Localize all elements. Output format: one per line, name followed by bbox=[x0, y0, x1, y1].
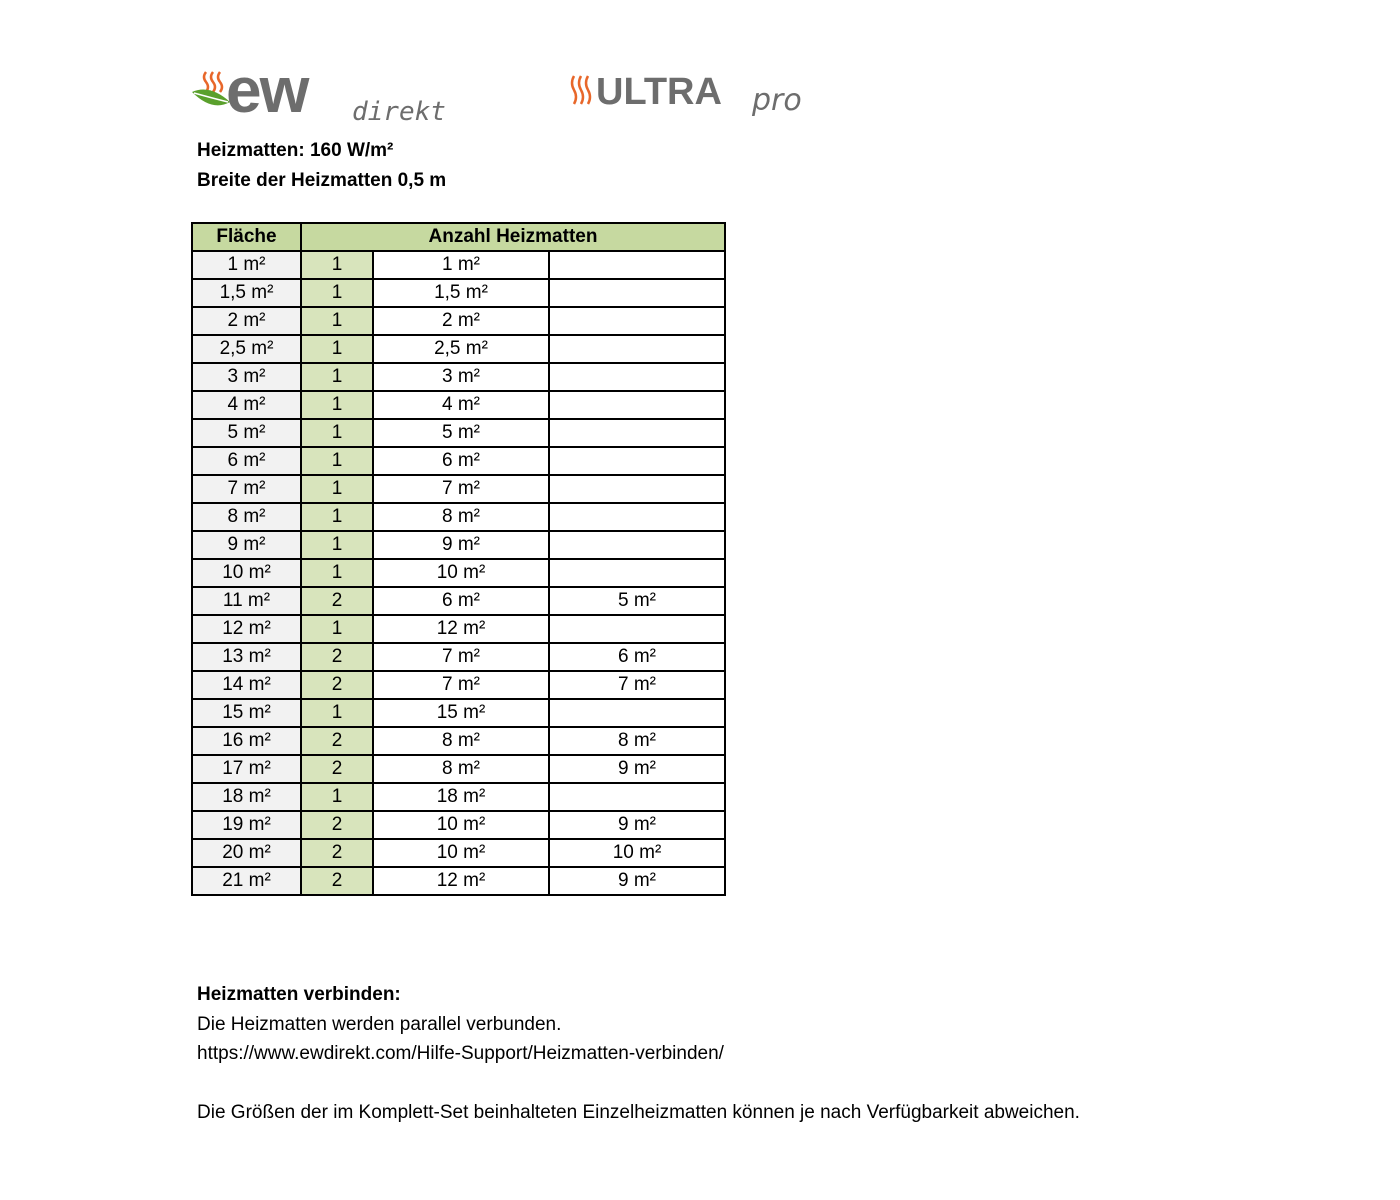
ultra-pro-logo bbox=[568, 68, 828, 118]
mat1-cell: 5 m² bbox=[373, 419, 549, 447]
mat1-cell: 9 m² bbox=[373, 531, 549, 559]
area-cell: 1,5 m² bbox=[192, 279, 301, 307]
table-row bbox=[192, 307, 725, 335]
area-cell: 5 m² bbox=[192, 419, 301, 447]
area-cell: 11 m² bbox=[192, 587, 301, 615]
mat1-cell: 7 m² bbox=[373, 475, 549, 503]
mat2-cell: 5 m² bbox=[549, 587, 725, 615]
area-cell: 20 m² bbox=[192, 839, 301, 867]
mat1-cell: 8 m² bbox=[373, 727, 549, 755]
count-cell: 2 bbox=[301, 755, 373, 783]
ew-logo-text: ew bbox=[226, 62, 308, 126]
column-header-area: Fläche bbox=[192, 223, 301, 251]
table-row bbox=[192, 643, 725, 671]
mat1-cell: 18 m² bbox=[373, 783, 549, 811]
mat1-cell: 12 m² bbox=[373, 615, 549, 643]
column-header-mat-count: Anzahl Heizmatten bbox=[301, 223, 725, 251]
mat1-cell: 1 m² bbox=[373, 251, 549, 279]
mat2-cell bbox=[549, 559, 725, 587]
mat2-cell bbox=[549, 475, 725, 503]
count-cell: 2 bbox=[301, 811, 373, 839]
mat-width-line: Breite der Heizmatten 0,5 m bbox=[197, 170, 447, 191]
mat2-cell bbox=[549, 279, 725, 307]
count-cell: 1 bbox=[301, 475, 373, 503]
count-cell: 1 bbox=[301, 615, 373, 643]
mat1-cell: 8 m² bbox=[373, 755, 549, 783]
table-row bbox=[192, 699, 725, 727]
mat1-cell: 8 m² bbox=[373, 503, 549, 531]
area-cell: 13 m² bbox=[192, 643, 301, 671]
area-cell: 15 m² bbox=[192, 699, 301, 727]
table-row bbox=[192, 867, 725, 895]
count-cell: 2 bbox=[301, 587, 373, 615]
mat2-cell bbox=[549, 699, 725, 727]
table-row bbox=[192, 727, 725, 755]
area-cell: 17 m² bbox=[192, 755, 301, 783]
table-row bbox=[192, 475, 725, 503]
area-cell: 6 m² bbox=[192, 447, 301, 475]
area-cell: 21 m² bbox=[192, 867, 301, 895]
area-cell: 2 m² bbox=[192, 307, 301, 335]
mat2-cell: 9 m² bbox=[549, 867, 725, 895]
direkt-logo-text: direkt bbox=[352, 97, 446, 127]
mat2-cell bbox=[549, 447, 725, 475]
table-row bbox=[192, 811, 725, 839]
mat2-cell: 7 m² bbox=[549, 671, 725, 699]
area-cell: 3 m² bbox=[192, 363, 301, 391]
power-density-line: Heizmatten: 160 W/m² bbox=[197, 140, 394, 161]
mat2-cell: 10 m² bbox=[549, 839, 725, 867]
mat1-cell: 6 m² bbox=[373, 447, 549, 475]
mat2-cell bbox=[549, 363, 725, 391]
area-cell: 18 m² bbox=[192, 783, 301, 811]
count-cell: 1 bbox=[301, 335, 373, 363]
table-row bbox=[192, 839, 725, 867]
area-cell: 1 m² bbox=[192, 251, 301, 279]
count-cell: 1 bbox=[301, 307, 373, 335]
count-cell: 2 bbox=[301, 671, 373, 699]
availability-note: Die Größen der im Komplett-Set beinhalteten Einzelheizmatten können je nach Verfügbarkeit abweichen. bbox=[197, 1102, 1080, 1123]
count-cell: 1 bbox=[301, 783, 373, 811]
count-cell: 1 bbox=[301, 531, 373, 559]
count-cell: 1 bbox=[301, 391, 373, 419]
count-cell: 1 bbox=[301, 447, 373, 475]
connect-title: Heizmatten verbinden: bbox=[197, 984, 401, 1005]
table-row bbox=[192, 671, 725, 699]
mat1-cell: 2 m² bbox=[373, 307, 549, 335]
mat2-cell bbox=[549, 419, 725, 447]
mat1-cell: 2,5 m² bbox=[373, 335, 549, 363]
mat2-cell bbox=[549, 335, 725, 363]
mat1-cell: 12 m² bbox=[373, 867, 549, 895]
mat1-cell: 10 m² bbox=[373, 839, 549, 867]
table-row bbox=[192, 503, 725, 531]
mat2-cell bbox=[549, 783, 725, 811]
mat2-cell bbox=[549, 307, 725, 335]
connect-text: Die Heizmatten werden parallel verbunden. bbox=[197, 1013, 562, 1035]
area-cell: 9 m² bbox=[192, 531, 301, 559]
ew-direkt-logo bbox=[190, 62, 460, 128]
table-row bbox=[192, 783, 725, 811]
count-cell: 1 bbox=[301, 559, 373, 587]
count-cell: 1 bbox=[301, 699, 373, 727]
mat1-cell: 15 m² bbox=[373, 699, 549, 727]
count-cell: 2 bbox=[301, 867, 373, 895]
table-row bbox=[192, 391, 725, 419]
mat2-cell bbox=[549, 531, 725, 559]
mat2-cell: 9 m² bbox=[549, 755, 725, 783]
heat-wave-icon bbox=[572, 76, 576, 104]
table-row bbox=[192, 559, 725, 587]
spec-heading bbox=[197, 136, 446, 196]
count-cell: 1 bbox=[301, 251, 373, 279]
count-cell: 1 bbox=[301, 419, 373, 447]
table-row bbox=[192, 335, 725, 363]
mat1-cell: 10 m² bbox=[373, 811, 549, 839]
table-body bbox=[192, 251, 725, 895]
count-cell: 1 bbox=[301, 279, 373, 307]
mat1-cell: 3 m² bbox=[373, 363, 549, 391]
area-cell: 12 m² bbox=[192, 615, 301, 643]
connect-url[interactable]: https://www.ewdirekt.com/Hilfe-Support/Heizmatten-verbinden/ bbox=[197, 1043, 724, 1064]
table-row bbox=[192, 615, 725, 643]
heat-wave-icon bbox=[204, 72, 208, 92]
ultra-logo-text: ULTRA bbox=[596, 71, 722, 113]
table-row bbox=[192, 447, 725, 475]
table-row bbox=[192, 251, 725, 279]
count-cell: 2 bbox=[301, 727, 373, 755]
mat2-cell bbox=[549, 251, 725, 279]
mat2-cell: 6 m² bbox=[549, 643, 725, 671]
mat2-cell bbox=[549, 391, 725, 419]
mat2-cell bbox=[549, 503, 725, 531]
area-cell: 19 m² bbox=[192, 811, 301, 839]
table-row bbox=[192, 531, 725, 559]
mat1-cell: 7 m² bbox=[373, 643, 549, 671]
area-cell: 8 m² bbox=[192, 503, 301, 531]
mat2-cell bbox=[549, 615, 725, 643]
count-cell: 2 bbox=[301, 643, 373, 671]
heating-mat-table bbox=[191, 222, 726, 896]
area-cell: 10 m² bbox=[192, 559, 301, 587]
mat2-cell: 9 m² bbox=[549, 811, 725, 839]
pro-logo-text: pro bbox=[752, 83, 802, 118]
mat1-cell: 1,5 m² bbox=[373, 279, 549, 307]
table-header-row bbox=[192, 223, 725, 251]
count-cell: 1 bbox=[301, 503, 373, 531]
area-cell: 7 m² bbox=[192, 475, 301, 503]
table-row bbox=[192, 363, 725, 391]
mat1-cell: 4 m² bbox=[373, 391, 549, 419]
count-cell: 1 bbox=[301, 363, 373, 391]
mat1-cell: 7 m² bbox=[373, 671, 549, 699]
table-row bbox=[192, 419, 725, 447]
area-cell: 2,5 m² bbox=[192, 335, 301, 363]
table-row bbox=[192, 279, 725, 307]
mat2-cell: 8 m² bbox=[549, 727, 725, 755]
mat1-cell: 10 m² bbox=[373, 559, 549, 587]
area-cell: 16 m² bbox=[192, 727, 301, 755]
table-row bbox=[192, 587, 725, 615]
mat1-cell: 6 m² bbox=[373, 587, 549, 615]
area-cell: 14 m² bbox=[192, 671, 301, 699]
count-cell: 2 bbox=[301, 839, 373, 867]
table-row bbox=[192, 755, 725, 783]
logo-bar bbox=[190, 62, 870, 132]
area-cell: 4 m² bbox=[192, 391, 301, 419]
connect-section bbox=[197, 980, 724, 1069]
